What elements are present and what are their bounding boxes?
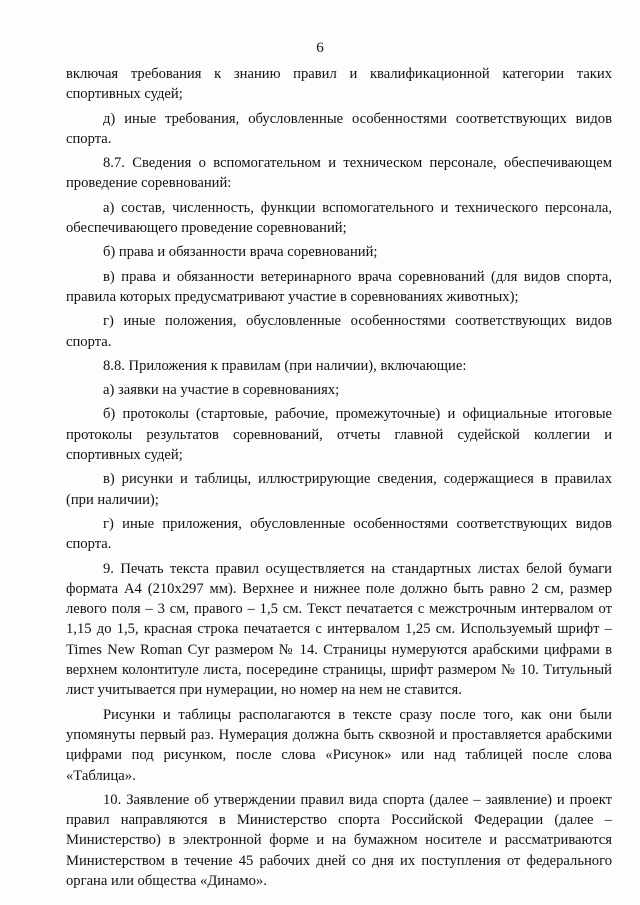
page-number: 6 — [316, 40, 324, 56]
paragraph-item-a: а) состав, численность, функции вспомогательного и технического персонала, обеспечивающего проведение соревнований; — [66, 199, 612, 237]
paragraph-item-b: б) права и обязанности врача соревнований; — [103, 244, 378, 261]
paragraph-item-g: г) иные положения, обусловленные особенностями соответствующих видов спорта. — [66, 313, 612, 350]
paragraph-item-d: д) иные требования, обусловленные особенностями соответствующих видов спорта. — [66, 110, 612, 147]
paragraph-item-v: в) права и обязанности ветеринарного врача соревнований (для видов спорта, правила которых предусматривают участие в соревнованиях животных); — [66, 268, 612, 305]
paragraph-8-7: 8.7. Сведения о вспомогательном и техническом персонале, обеспечивающем проведение соревнований: — [66, 155, 612, 192]
paragraph-item-v-2: в) рисунки и таблицы, иллюстрирующие сведения, содержащиеся в правилах (при наличии); — [66, 471, 612, 508]
paragraph-item-b-2: б) протоколы (стартовые, рабочие, промежуточные) и официальные итоговые протоколы результатов соревнований, отчеты главной судейской коллегии и спортивных судей; — [66, 406, 612, 464]
paragraph-figures-tables: Рисунки и таблицы располагаются в тексте сразу после того, как они были упомянуты первый раз. Нумерация должна быть сквозной и проставляется арабскими цифрами под рисунком, после слова «Рисунок» или над таблицей после слова «Таблица». — [66, 706, 612, 784]
paragraph-item-g-2: г) иные приложения, обусловленные особенностями соответствующих видов спорта. — [66, 515, 612, 553]
document-body — [66, 64, 612, 891]
paragraph-continuation: включая требования к знанию правил и квалификационной категории таких спортивных судей; — [66, 66, 612, 103]
paragraph-item-a-2: а) заявки на участие в соревнованиях; — [103, 382, 340, 399]
paragraph-9: 9. Печать текста правил осуществляется на стандартных листах белой бумаги формата А4 (210х297 мм). Верхнее и нижнее поле должно быть равно 2 см, размер левого поля – 3 см, правого – 1,5 см. Текст печатается с межстрочным интервалом от 1,15 до 1,5, красная строка печатается с интервалом 1,25 см. Используемый шрифт – Times New Roman Cyr размером № 14. Страницы нумеруются арабскими цифрами в верхнем колонтитуле листа, посередине страницы, шрифт размером № 10. Титульный лист учитывается при нумерации, но номер на нем не ставится. — [66, 560, 612, 699]
paragraph-8-8: 8.8. Приложения к правилам (при наличии), включающие: — [103, 357, 467, 374]
paragraph-10: 10. Заявление об утверждении правил вида спорта (далее – заявление) и проект правил направляются в Министерство спорта Российской Федерации (далее – Министерство) в электронной форме и на бумажном носителе и рассматриваются Министерством в течение 45 рабочих дней со дня их поступления от федерального органа или общества «Динамо». — [66, 791, 612, 889]
